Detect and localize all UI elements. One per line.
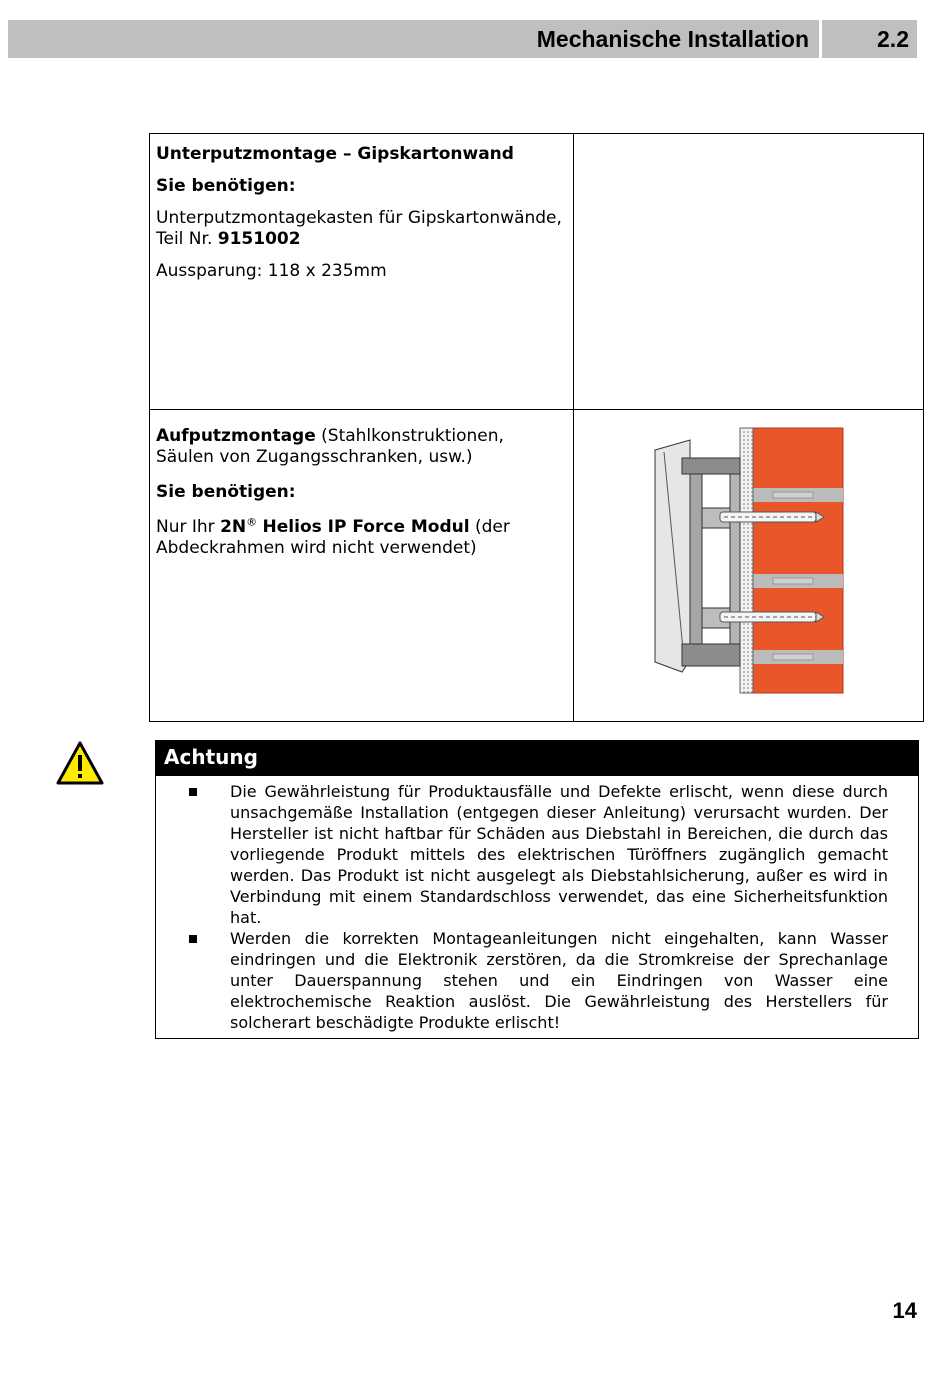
surface-mount-illustration <box>574 410 923 717</box>
warning-item-text: Werden die korrekten Montageanleitungen nicht eingehalten, kann Wasser eindringen und die Elektronik zerstören, da die Stromkreise der Sprechanlage unter Dauerspannung stehen und ein Eindringen von Wasser eine elektrochemische Reaktion auslöst. Die Gewährleistung des Herstellers für solcherart beschädigte Produkte erlischt! <box>230 929 888 1032</box>
page-number: 14 <box>892 1298 917 1323</box>
surface-mounting-text-cell <box>150 410 574 722</box>
flush-mounting-item: Unterputzmontagekasten für Gipskartonwände, Teil Nr. <box>156 208 562 249</box>
only-text: Nur Ihr <box>156 517 215 537</box>
product-name: Helios IP Force Modul <box>262 517 470 537</box>
plaster-layer <box>740 428 753 693</box>
warning-item <box>156 781 888 928</box>
bullet-icon <box>189 788 197 796</box>
flush-mounting-row <box>150 134 924 410</box>
surface-mounting-title: Aufputzmontage <box>156 426 316 446</box>
device-housing <box>655 440 690 672</box>
recess-dimensions: Aussparung: 118 x 235mm <box>156 261 387 281</box>
warning-triangle-icon <box>56 741 104 785</box>
registered-mark: ® <box>246 515 258 529</box>
flush-mounting-title: Unterputzmontage – Gipskartonwand <box>156 144 514 164</box>
section-number-box <box>822 20 917 58</box>
warning-item <box>156 928 888 1033</box>
surface-mounting-row <box>150 410 924 722</box>
part-number: 9151002 <box>217 229 301 249</box>
product-suffix: (der Abdeckrahmen wird nicht verwendet) <box>156 517 510 558</box>
wall-anchor-top <box>720 512 824 522</box>
warning-heading: Achtung <box>156 740 918 776</box>
wall-anchor-bottom <box>720 612 824 622</box>
surface-mounting-title-suffix: (Stahlkonstruktionen, Säulen von Zugangsschranken, usw.) <box>156 426 504 467</box>
flush-mounting-needed-label: Sie benötigen: <box>156 176 296 196</box>
flush-mounting-text-cell <box>150 134 574 410</box>
header-title: Mechanische Installation <box>536 26 809 52</box>
flush-mounting-image-cell <box>574 134 924 410</box>
warning-notice <box>155 740 919 1039</box>
mounting-table <box>149 133 924 722</box>
surface-mounting-needed-label: Sie benötigen: <box>156 482 296 502</box>
bullet-icon <box>189 935 197 943</box>
surface-mounting-image-cell <box>574 410 924 722</box>
section-number: 2.2 <box>877 26 909 52</box>
brand-name: 2N <box>220 517 247 537</box>
warning-item-text: Die Gewährleistung für Produktausfälle und Defekte erlischt, wenn diese durch unsachgemäße Installation (entgegen dieser Anleitung) verursacht wurden. Der Hersteller ist nicht haftbar für Schäden aus Diebstahl in Bereichen, die durch das vorliegende Produkt mittels des elektrischen Türöffners zugänglich gemacht werden. Das Produkt ist nicht ausgelegt als Diebstahlsicherung, außer es wird in Verbindung mit einem Standardschloss verwendet, das eine Sicherheitsfunktion hat. <box>230 782 888 927</box>
header-bar <box>8 20 819 58</box>
